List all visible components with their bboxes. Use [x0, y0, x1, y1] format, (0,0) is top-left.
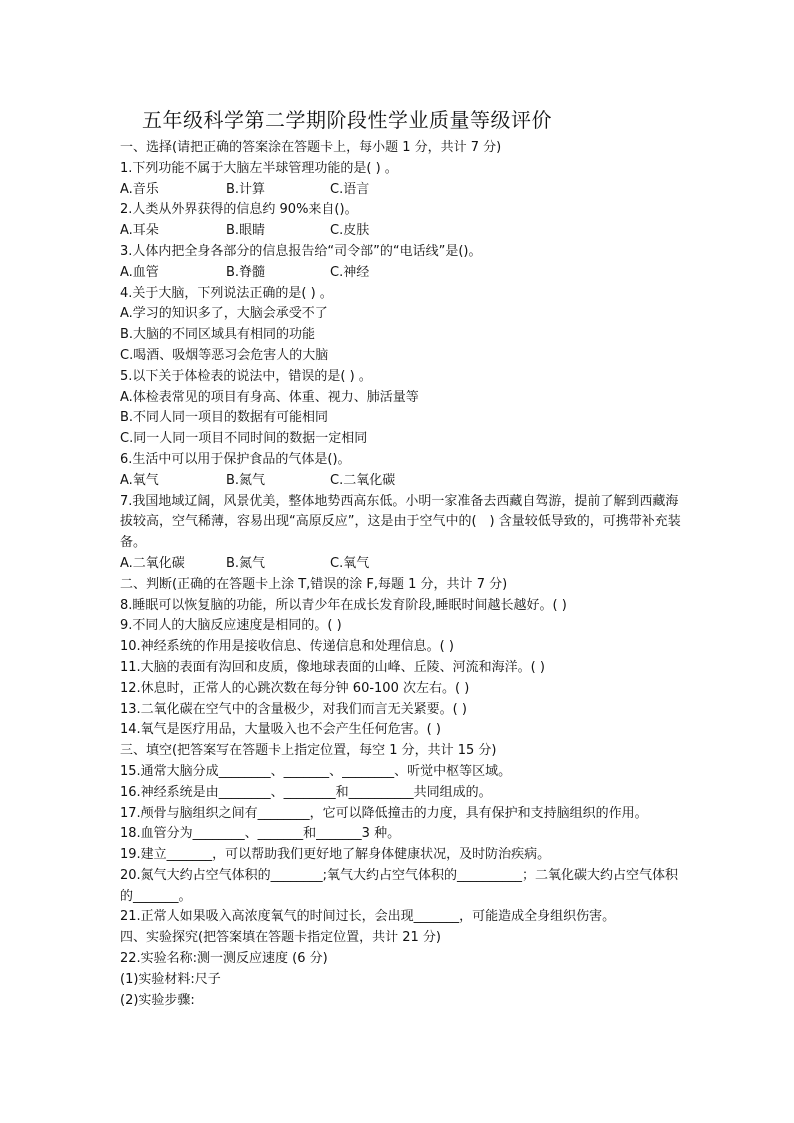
page-title: 五年级科学第二学期阶段性学业质量等级评价: [142, 108, 552, 132]
option-b: B.脊髓: [226, 264, 266, 280]
question-text: 5.以下关于体检表的说法中，错误的是( ) 。: [120, 368, 372, 384]
judge-item: 11.大脑的表面有沟回和皮质，像地球表面的山峰、丘陵、河流和海洋。( ): [120, 659, 545, 675]
fill-item: 21.正常人如果吸入高浓度氧气的时间过长，会出现_______，可能造成全身组织伤害。: [120, 909, 616, 925]
section-heading-judge: 二、判断(正确的在答题卡上涂 T,错误的涂 F,每题 1 分，共计 7 分): [120, 576, 508, 592]
question-text: 3.人体内把全身各部分的信息报告给“司令部”的“电话线”是()。: [120, 243, 482, 259]
section-heading-experiment: 四、实验探究(把答案填在答题卡指定位置，共计 21 分): [120, 930, 441, 946]
fill-item: 19.建立_______，可以帮助我们更好地了解身体健康状况，及时防治疾病。: [120, 847, 551, 863]
option-b: B.氮气: [226, 472, 266, 488]
options-row: [120, 471, 685, 492]
judge-item: 9.不同人的大脑反应速度是相同的。( ): [120, 618, 342, 634]
option-b: B.计算: [226, 181, 266, 197]
fill-item: 20.氮气大约占空气体积的________;氧气大约占空气体积的__________；二氧化碳大约占空气体积的_______。: [120, 867, 679, 904]
fill-item: 16.神经系统是由________、________和__________共同组成的。: [120, 784, 492, 800]
exam-content: [120, 138, 685, 1011]
option-a: A.学习的知识多了，大脑会承受不了: [120, 306, 328, 322]
judge-item: 13.二氧化碳在空气中的含量极少，对我们而言无关紧要。( ): [120, 701, 467, 717]
option-a: A.二氧化碳: [120, 555, 185, 571]
judge-item: 14.氧气是医疗用品，大量吸入也不会产生任何危害。( ): [120, 722, 441, 738]
judge-item: 8.睡眠可以恢复脑的功能，所以青少年在成长发育阶段,睡眠时间越长越好。( ): [120, 597, 567, 613]
option-c: C.神经: [330, 264, 370, 280]
option-c: C.二氧化碳: [330, 472, 396, 488]
question-text: 7.我国地域辽阔，风景优美，整体地势西高东低。小明一家准备去西藏自驾游，提前了解到西藏海拔较高，空气稀薄，容易出现“高原反应”，这是由于空气中的( ) 含量较低导致的，可携带补充装备。: [120, 493, 681, 551]
section-heading-choice: 一、选择(请把正确的答案涂在答题卡上，每小题 1 分，共计 7 分): [120, 140, 502, 155]
question-text: 4.关于大脑，下列说法正确的是( ) 。: [120, 285, 333, 301]
option-b: B.氮气: [226, 555, 266, 571]
option-b: B.大脑的不同区域具有相同的功能: [120, 327, 316, 343]
section-heading-fill: 三、填空(把答案写在答题卡上指定位置，每空 1 分，共计 15 分): [120, 743, 497, 759]
experiment-materials: (1)实验材料:尺子: [120, 971, 221, 987]
option-c: C.喝酒、吸烟等恶习会危害人的大脑: [120, 347, 329, 363]
option-b: B.眼睛: [226, 223, 266, 239]
option-a: A.血管: [120, 264, 159, 280]
option-c: C.语言: [330, 181, 370, 197]
option-c: C.氧气: [330, 555, 370, 571]
option-a: A.氧气: [120, 472, 159, 488]
question-text: 2.人类从外界获得的信息约 90%来自()。: [120, 202, 358, 218]
options-row: [120, 554, 685, 575]
option-b: B.不同人同一项目的数据有可能相同: [120, 410, 329, 426]
option-c: C.皮肤: [330, 223, 370, 239]
fill-item: 17.颅骨与脑组织之间有________，它可以降低撞击的力度，具有保护和支持脑组织的作用。: [120, 805, 648, 821]
option-a: A.体检表常见的项目有身高、体重、视力、肺活量等: [120, 389, 419, 405]
judge-item: 12.休息时，正常人的心跳次数在每分钟 60-100 次左右。( ): [120, 680, 470, 696]
option-a: A.耳朵: [120, 223, 159, 239]
options-row: [120, 221, 685, 242]
judge-item: 10.神经系统的作用是接收信息、传递信息和处理信息。( ): [120, 639, 454, 655]
experiment-steps: (2)实验步骤:: [120, 992, 195, 1008]
options-row: [120, 263, 685, 284]
question-text: 1.下列功能不属于大脑左半球管理功能的是( ) 。: [120, 160, 398, 176]
option-c: C.同一人同一项目不同时间的数据一定相同: [120, 431, 368, 447]
experiment-title: 22.实验名称:测一测反应速度 (6 分): [120, 951, 328, 967]
question-text: 6.生活中可以用于保护食品的气体是()。: [120, 451, 351, 467]
fill-item: 18.血管分为________、_______和_______3 种。: [120, 826, 401, 842]
option-a: A.音乐: [120, 181, 159, 197]
options-row: [120, 180, 685, 201]
fill-item: 15.通常大脑分成________、_______、________、听觉中枢等区域。: [120, 763, 512, 779]
